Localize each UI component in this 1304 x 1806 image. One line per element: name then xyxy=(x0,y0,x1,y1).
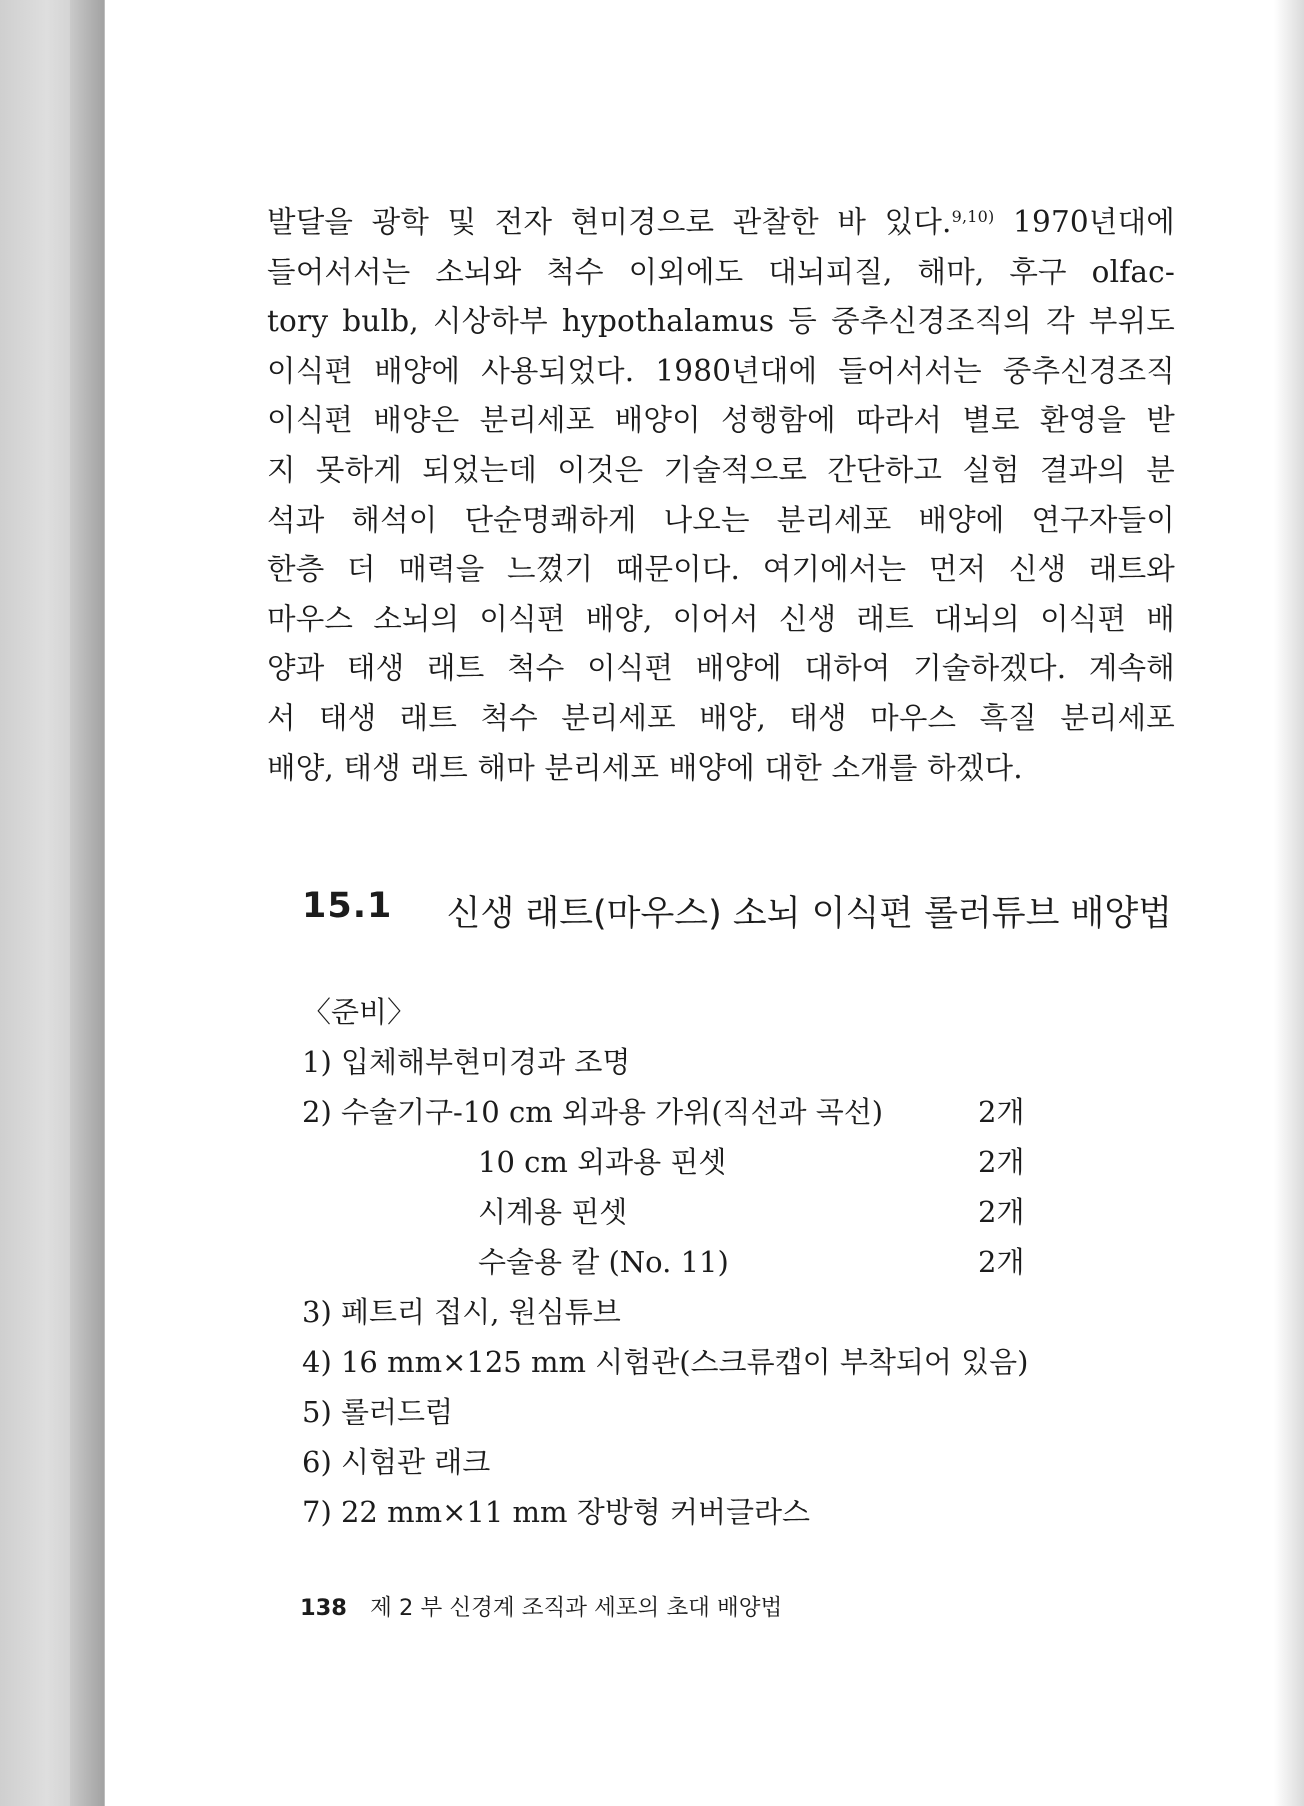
spine-shadow xyxy=(70,0,104,1806)
paragraph-line: 배양, 태생 래트 해마 분리세포 배양에 대한 소개를 하겠다. xyxy=(267,750,1023,785)
list-item: 5) 롤러드럼 xyxy=(302,1395,454,1429)
item-quantity: 2개 xyxy=(978,1095,1025,1129)
citation-superscript: 9,10) xyxy=(951,207,995,226)
list-item: 7) 22 mm×11 mm 장방형 커버글라스 xyxy=(302,1495,811,1529)
paragraph-line: tory bulb, 시상하부 hypothalamus 등 중추신경조직의 각 부위도 xyxy=(267,304,1175,339)
item-quantity: 2개 xyxy=(978,1195,1025,1229)
page-right-shadow xyxy=(1274,0,1304,1806)
list-item: 10 cm 외과용 핀셋 2개 xyxy=(478,1140,1178,1180)
paragraph-line: 이식편 배양에 사용되었다. 1980년대에 들어서서는 중추신경조직 xyxy=(267,353,1175,388)
list-item: 2) 수술기구-10 cm 외과용 가위(직선과 곡선) 2개 xyxy=(302,1090,1182,1130)
paragraph-line: 양과 태생 래트 척수 이식편 배양에 대하여 기술하겠다. 계속해 xyxy=(267,651,1175,686)
list-item: 3) 페트리 접시, 원심튜브 xyxy=(302,1295,621,1329)
page-number: 138 xyxy=(300,1595,347,1621)
paragraph-line: 지 못하게 되었는데 이것은 기술적으로 간단하고 실험 결과의 분 xyxy=(267,452,1175,487)
list-item: 6) 시험관 래크 xyxy=(302,1445,491,1479)
section-title-text: 신생 래트(마우스) 소뇌 이식편 롤러튜브 배양법 xyxy=(446,894,1172,934)
paragraph-line: 석과 해석이 단순명쾌하게 나오는 분리세포 배양에 연구자들이 xyxy=(267,502,1175,537)
paragraph-line: 들어서서는 소뇌와 척수 이외에도 대뇌피질, 해마, 후구 olfac- xyxy=(267,254,1175,289)
paragraph-line: 마우스 소뇌의 이식편 배양, 이어서 신생 래트 대뇌의 이식편 배 xyxy=(267,601,1175,636)
list-item: 시계용 핀셋 2개 xyxy=(478,1190,1178,1230)
paragraph-line: 이식편 배양은 분리세포 배양이 성행함에 따라서 별로 환영을 받 xyxy=(267,403,1175,438)
list-item: 1) 입체해부현미경과 조명 xyxy=(302,1045,631,1079)
item-quantity: 2개 xyxy=(978,1245,1025,1279)
paragraph-line: 서 태생 래트 척수 분리세포 배양, 태생 마우스 흑질 분리세포 xyxy=(267,700,1175,735)
running-title: 제 2 부 신경계 조직과 세포의 초대 배양법 xyxy=(370,1595,783,1621)
list-heading: 〈준비〉 xyxy=(302,995,417,1029)
list-item: 수술용 칼 (No. 11) 2개 xyxy=(478,1240,1178,1280)
body-paragraph xyxy=(267,198,1175,793)
paragraph-line-1: 발달을 광학 및 전자 현미경으로 관찰한 바 있다.$^{9,10)}$ 1970년대에 xyxy=(267,205,1175,239)
page-footer xyxy=(300,1590,782,1622)
paragraph-line: 한층 더 매력을 느꼈기 때문이다. 여기에서는 먼저 신생 래트와 xyxy=(267,552,1175,587)
item-quantity: 2개 xyxy=(978,1145,1025,1179)
section-heading xyxy=(302,886,1172,936)
section-number: 15.1 xyxy=(302,886,393,926)
list-item: 4) 16 mm×125 mm 시험관(스크류캡이 부착되어 있음) xyxy=(302,1345,1029,1379)
